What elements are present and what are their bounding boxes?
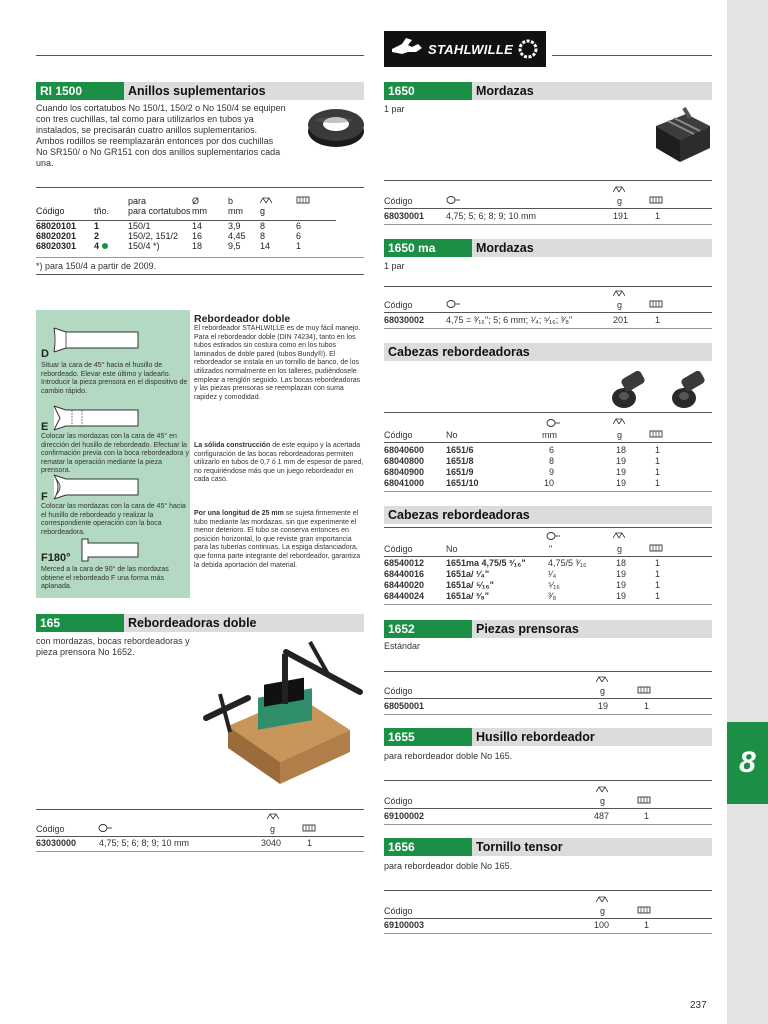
header-mm2: mm (228, 206, 243, 216)
scale-icon (596, 896, 608, 903)
cell-g: 19 (616, 478, 627, 488)
section-header-165 (36, 614, 364, 632)
top-rule-right (552, 55, 712, 56)
s1650-header-g: g (617, 196, 623, 206)
page-number: 237 (690, 1000, 707, 1011)
cell-no: 1651/8 (446, 456, 474, 466)
chapter-tab[interactable]: 8 (727, 722, 768, 804)
cell-pack: 1 (655, 467, 661, 477)
s1656-table-top (384, 890, 712, 891)
cell-g: 18 (616, 445, 627, 455)
header-b: b (228, 196, 234, 206)
s1650ma-table-bottom (384, 328, 712, 329)
s1656-sub: para rebordeador doble No 165. (384, 861, 513, 871)
section-header-cabezas-mm (384, 343, 712, 361)
reborde-p3-bold: Por una longitud de 25 mm (194, 510, 284, 517)
tube-size-icon (98, 823, 112, 833)
cell-g: 18 (616, 558, 627, 568)
cell-size: 4 (94, 241, 100, 251)
reborde-p3-text: se sujeta firmemente el tubo mediante las mordazas, sin que experimente el menor deterioro. El tubo se conserva entonces en posición horizontal, lo que reviste gran importancia para las tuberías continuas. La espiga distanciadora, que forma parte integrante del rebordeador, garantiza la debida aportación del material. (194, 510, 361, 569)
table-row[interactable] (36, 241, 336, 251)
table-header-top (36, 196, 336, 206)
cell-code: 68050001 (384, 701, 425, 711)
cell-pack: 1 (655, 569, 661, 579)
cell-code: 68440024 (384, 591, 425, 601)
cabezas2-header-g: g (617, 544, 623, 554)
cell-mm: 6 (549, 445, 555, 455)
cell-no: 1651a/ ³⁄₈" (446, 591, 490, 601)
tube-diagram-f-icon (52, 473, 142, 501)
cell-code: 68040900 (384, 467, 425, 477)
section-title: Cabezas rebordeadoras (384, 343, 712, 361)
cell-inch: ¹⁄₄ (548, 569, 557, 579)
package-icon (649, 196, 663, 204)
cell-diameter: 14 (192, 221, 203, 231)
section-header-cabezas-inch (384, 506, 712, 524)
header-tno: tño. (94, 206, 110, 216)
s1650ma-header-codigo: Código (384, 300, 413, 310)
cell-g: 8 (260, 221, 266, 231)
package-icon (302, 824, 316, 832)
cabezas1-table-bottom (384, 491, 712, 492)
s1652-header-codigo: Código (384, 686, 413, 696)
diagram-text-e: Colocar las mordazas con la cara de 45° en dirección del husillo de rebordeado. Efectuar la confirmación previa con la boca rebordeadora y rematar la operación mediante la pieza prensora. (41, 433, 189, 475)
ri1500-footnote-rule (36, 274, 364, 275)
s1650-header-rule (384, 208, 712, 209)
ri1500-table (36, 196, 336, 251)
tube-diagram-e-icon (52, 404, 142, 432)
cell-pack: 6 (296, 231, 302, 241)
cell-pack: 1 (655, 591, 661, 601)
section-title: Mordazas (472, 239, 712, 257)
s1656-table-bottom (384, 933, 712, 934)
scale-icon (613, 186, 625, 193)
cell-mm: 9 (549, 467, 555, 477)
cell-sizes: 4,75; 5; 6; 8; 9; 10 mm (99, 838, 190, 848)
s1652-table-bottom (384, 714, 712, 715)
s1655-sub: para rebordeador doble No 165. (384, 751, 513, 761)
cell-code: 68040600 (384, 445, 425, 455)
cell-code: 68040800 (384, 456, 425, 466)
table-row[interactable] (36, 231, 336, 241)
cell-pack: 1 (655, 445, 661, 455)
package-icon (649, 544, 663, 552)
cabezas2-table-bottom (384, 604, 712, 605)
s1652-header-rule (384, 698, 712, 699)
section-title: Cabezas rebordeadoras (384, 506, 712, 524)
header-cortatubos: para cortatubos (128, 206, 191, 216)
cell-pack: 1 (644, 811, 650, 821)
cell-g: 14 (260, 241, 271, 251)
cell-sizes: 4,75 = ³⁄₁₆"; 5; 6 mm; ¹⁄₄; ⁵⁄₁₆; ³⁄₈" (446, 315, 573, 325)
cell-g: 19 (598, 701, 609, 711)
table-header (36, 206, 336, 216)
section-code: 1656 (384, 838, 472, 856)
cell-pack: 1 (644, 920, 650, 930)
s165-description: con mordazas, bocas rebordeadoras y pieza prensora No 1652. (36, 636, 190, 657)
cell-g: 19 (616, 467, 627, 477)
cell-para: 150/1 (128, 221, 151, 231)
cell-size: 2 (94, 231, 100, 241)
s165-table-top (36, 809, 364, 810)
cell-code: 63030000 (36, 838, 77, 848)
section-header-1650ma (384, 239, 712, 257)
cell-code: 68020301 (36, 241, 77, 251)
s165-header-rule (36, 836, 364, 837)
ri1500-footnote: *) para 150/4 a partir de 2009. (36, 261, 157, 271)
cell-no: 1651a/ ⁵⁄₁₆" (446, 580, 494, 590)
cell-pack: 1 (655, 580, 661, 590)
cell-g: 191 (613, 211, 629, 221)
cabezas2-table-top (384, 527, 712, 528)
section-code: 165 (36, 614, 124, 632)
brand-logo (384, 31, 546, 67)
section-header-ri1500 (36, 82, 364, 100)
package-icon (649, 300, 663, 308)
reborde-title: Rebordeador doble (194, 313, 291, 325)
diagram-text-d: Situar la cara de 45° hacia el husillo de rebordeado. Elevar este último y ladearlo. Introducir la pieza prensora en el dispositivo de cambio rápido. (41, 362, 188, 395)
cell-g: 19 (616, 591, 627, 601)
cabezas2-header-no: No (446, 544, 458, 554)
cell-para: 150/4 *) (128, 241, 160, 251)
tube-size-icon (446, 299, 460, 309)
header-diameter: Ø (192, 196, 200, 206)
cell-no: 1651ma 4,75/5 ³⁄₁₆" (446, 558, 526, 568)
s165-table-bottom (36, 851, 364, 852)
cell-pack: 1 (655, 456, 661, 466)
section-title: Tornillo tensor (472, 838, 712, 856)
s1655-header-rule (384, 808, 712, 809)
ring-product-image (305, 104, 367, 150)
section-code: 1650 ma (384, 239, 472, 257)
s1656-header-g: g (600, 906, 606, 916)
package-icon (637, 906, 651, 914)
cell-code: 68030002 (384, 315, 425, 325)
cell-no: 1651/6 (446, 445, 474, 455)
scale-icon (267, 813, 279, 820)
s1650-table-bottom (384, 224, 712, 225)
section-header-1650 (384, 82, 712, 100)
cell-g: 3040 (261, 838, 282, 848)
header-mm: mm (192, 206, 207, 216)
cell-size: 1 (94, 221, 100, 231)
diagram-label-e: E (41, 421, 49, 433)
ri1500-description: Cuando los cortatubos No 150/1, 150/2 o No 150/4 se equipen con tres cuchillas, tal como para utilizarlos en tubos ya instalados, se precisarán cuatro anillos suplementarios. Ambos rodillos se reemplazarán entonces por dos cuchillas No SR150/ o No GR151 con dos anillos suplementarios cada una. (36, 103, 286, 168)
cell-inch: ⁵⁄₁₆ (548, 580, 560, 590)
cell-no: 1651a/ ¹⁄₄" (446, 569, 490, 579)
diagram-text-f: Colocar las mordazas con la cara de 45° hacia el husillo de rebordeado y realizar la correspondiente operación con la boca rebordeadora. (41, 503, 186, 536)
cell-no: 1651/10 (446, 478, 479, 488)
tube-size-icon (446, 195, 460, 205)
cell-g: 487 (594, 811, 610, 821)
header-para: para (128, 196, 147, 206)
cell-pack: 1 (307, 838, 313, 848)
cell-g: 201 (613, 315, 629, 325)
new-dot-icon (102, 243, 108, 249)
cell-code: 69100003 (384, 920, 425, 930)
section-code: RI 1500 (36, 82, 124, 100)
section-title: Husillo rebordeador (472, 728, 712, 746)
cell-pack: 1 (655, 211, 661, 221)
cell-code: 68440016 (384, 569, 425, 579)
scale-icon (596, 676, 608, 683)
section-title: Piezas prensoras (472, 620, 712, 638)
cabezas1-table-top (384, 412, 712, 413)
section-title: Anillos suplementarios (124, 82, 364, 100)
cabezas2-header-rule (384, 556, 712, 557)
s1655-table-bottom (384, 824, 712, 825)
reborde-p2-bold: La sólida construcción (194, 442, 271, 449)
tube-size-icon (546, 418, 560, 428)
cell-diameter: 18 (192, 241, 203, 251)
scale-icon (596, 786, 608, 793)
s1652-sub: Estándar (384, 641, 421, 651)
section-header-1655 (384, 728, 712, 746)
cell-pack: 1 (655, 315, 661, 325)
cell-code: 69100002 (384, 811, 425, 821)
reborde-p3 (194, 510, 364, 570)
scale-icon (613, 290, 625, 297)
section-header-1656 (384, 838, 712, 856)
scale-icon (260, 197, 272, 204)
table-row[interactable] (36, 221, 336, 232)
s1656-header-codigo: Código (384, 906, 413, 916)
flaring-tool-image (200, 634, 366, 788)
reborde-p1: El rebordeador STAHLWILLE es de muy fácil manejo. Para el rebordeador doble (DIN 74234), tanto en los tubos estirados sin costura como en los tubos laminados de doble pared (tubos Bundy®). El rebordeador se instala en un tornillo de banco, de los utilizados normalmente en los talleres, pudiéndosele emplear a renglón seguido. Las bocas rebordeadoras y las piezas prensoras se reemplazan con suma rapidez y comodidad. (194, 325, 361, 401)
cell-b: 9,5 (228, 241, 241, 251)
tube-diagram-d-icon (52, 326, 142, 354)
ri1500-table-top (36, 187, 364, 188)
cabezas2-header-codigo: Código (384, 544, 413, 554)
cell-mm: 8 (549, 456, 555, 466)
s1655-table-top (384, 780, 712, 781)
section-header-1652 (384, 620, 712, 638)
reborde-p2 (194, 442, 364, 485)
s1655-header-g: g (600, 796, 606, 806)
s1650ma-header-rule (384, 312, 712, 313)
cabezas1-header-g: g (617, 430, 623, 440)
package-icon (296, 196, 310, 204)
cell-g: 8 (260, 231, 266, 241)
s165-header-codigo: Código (36, 824, 65, 834)
cell-pack: 1 (296, 241, 302, 251)
diagram-label-f180: F180° (41, 552, 71, 564)
brand-name: STAHLWILLE (428, 41, 514, 57)
section-code: 1650 (384, 82, 472, 100)
right-sidebar (727, 0, 768, 1024)
cell-code: 68041000 (384, 478, 425, 488)
cabezas1-header-no: No (446, 430, 458, 440)
cell-b: 3,9 (228, 221, 241, 231)
cell-pack: 1 (655, 558, 661, 568)
top-rule-left (36, 55, 364, 56)
cell-pack: 6 (296, 221, 302, 231)
s1650ma-table-top (384, 286, 712, 287)
section-code: 1655 (384, 728, 472, 746)
diagram-label-d: D (41, 348, 49, 360)
cell-g: 19 (616, 456, 627, 466)
tube-size-icon (546, 531, 560, 541)
scale-icon (613, 418, 625, 425)
s1650-sub: 1 par (384, 104, 405, 114)
s1652-header-g: g (600, 686, 606, 696)
wrench-logo-icon (388, 34, 428, 64)
ring-logo-icon (517, 38, 539, 60)
cell-g: 19 (616, 569, 627, 579)
s1650ma-sub: 1 par (384, 261, 405, 271)
s1650-header-codigo: Código (384, 196, 413, 206)
header-codigo: Código (36, 206, 65, 216)
cell-inch: 4,75/5 ³⁄₁₆ (548, 558, 587, 568)
tube-diagram-f180-icon (80, 537, 142, 563)
package-icon (637, 796, 651, 804)
cell-inch: ³⁄₈ (548, 591, 557, 601)
cell-code: 68020201 (36, 231, 77, 241)
flaring-head-image (606, 366, 716, 414)
cell-g: 100 (594, 920, 610, 930)
cell-no: 1651/9 (446, 467, 474, 477)
s1652-table-top (384, 671, 712, 672)
header-g: g (260, 206, 266, 216)
cell-g: 19 (616, 580, 627, 590)
jaws-product-image (650, 104, 716, 168)
reborde-p2-text: de este equipo y la acertada configuración de las bocas rebordeadoras permiten utilizarlo en tubos de 0,7 ó 1 mm de espesor de pared, no requiriéndose más que un juego rebordeador en cada caso. (194, 442, 364, 484)
section-title: Rebordeadoras doble (124, 614, 364, 632)
cell-diameter: 16 (192, 231, 203, 241)
cabezas2-header-inch: " (549, 544, 553, 554)
s1656-header-rule (384, 918, 712, 919)
cell-pack: 1 (644, 701, 650, 711)
cell-code: 68440020 (384, 580, 425, 590)
package-icon (649, 430, 663, 438)
cell-code: 68540012 (384, 558, 425, 568)
s1650ma-header-g: g (617, 300, 623, 310)
cell-code: 68030001 (384, 211, 425, 221)
cell-para: 150/2, 151/2 (128, 231, 179, 241)
s1650-table-top (384, 180, 712, 181)
cell-pack: 1 (655, 478, 661, 488)
scale-icon (613, 532, 625, 539)
package-icon (637, 686, 651, 694)
cabezas1-header-codigo: Código (384, 430, 413, 440)
s165-header-g: g (270, 824, 276, 834)
header-pack (296, 206, 336, 216)
cell-b: 4,45 (228, 231, 246, 241)
section-title: Mordazas (472, 82, 712, 100)
cabezas1-header-mm: mm (542, 430, 557, 440)
diagram-text-f180: Merced a la cara de 90° de las mordazas obtiene el rebordeado F una forma más aplanada. (41, 566, 169, 591)
cabezas1-header-rule (384, 442, 712, 443)
cell-code: 68020101 (36, 221, 77, 231)
s1655-header-codigo: Código (384, 796, 413, 806)
ri1500-table-bottom (36, 257, 364, 258)
diagram-label-f: F (41, 491, 48, 503)
cell-mm: 10 (544, 478, 555, 488)
cell-sizes: 4,75; 5; 6; 8; 9; 10 mm (446, 211, 537, 221)
section-code: 1652 (384, 620, 472, 638)
